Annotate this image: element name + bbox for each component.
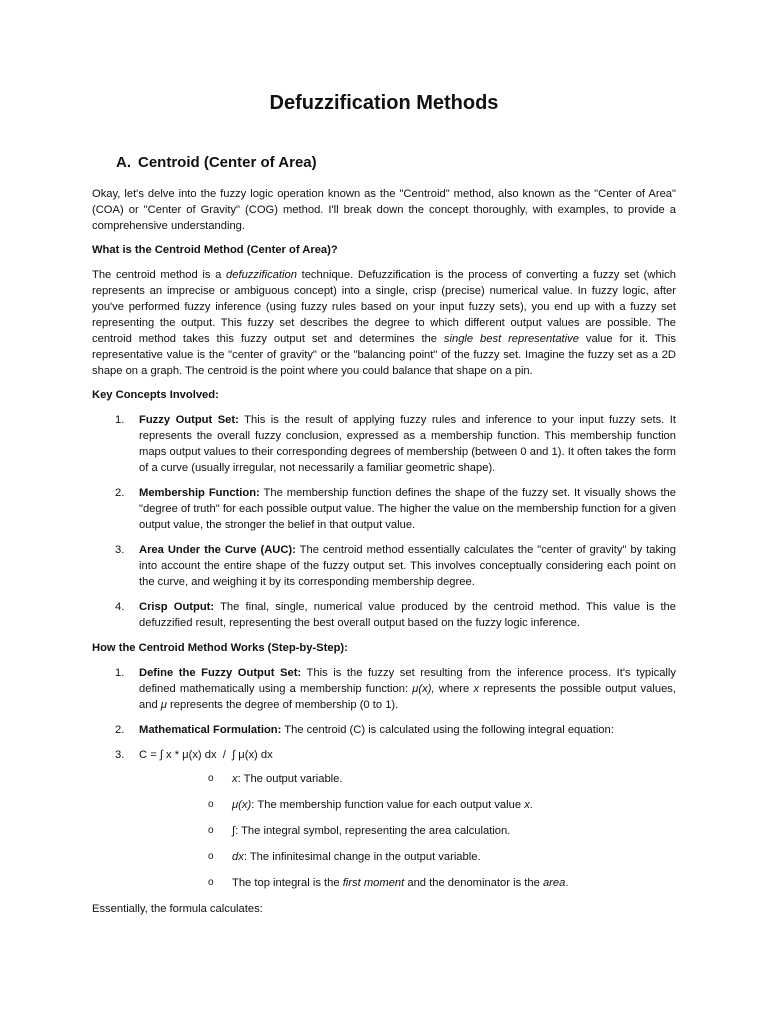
what-emphasis-2: single best representative bbox=[443, 333, 579, 345]
list-item bbox=[92, 485, 676, 533]
list-number: 1. bbox=[115, 667, 125, 679]
list-term: Crisp Output: bbox=[139, 601, 215, 613]
list-number: 2. bbox=[115, 487, 125, 499]
bullet-emphasis: first moment bbox=[342, 877, 405, 889]
bullet-marker: o bbox=[208, 851, 214, 862]
intro-paragraph: Okay, let's delve into the fuzzy logic operation known as the "Centroid" method, also known as the "Center of Area" (COA) or "Center of Gravity" (COG) method. I'll break down the concept thoroughly, with examples, to provide a comprehensive understanding. bbox=[92, 188, 676, 232]
bullet-item bbox=[139, 771, 676, 787]
centroid-formula: C = ∫ x * μ(x) dx / ∫ μ(x) dx bbox=[139, 749, 273, 761]
list-number: 3. bbox=[115, 749, 125, 761]
list-emphasis: x bbox=[473, 683, 480, 695]
bullet-emphasis: ∫ bbox=[232, 825, 236, 837]
bullet-emphasis: μ(x) bbox=[232, 799, 252, 811]
bullet-marker: o bbox=[208, 825, 214, 836]
formula-terms-list bbox=[139, 771, 676, 891]
list-item bbox=[92, 722, 676, 738]
bullet-text: : The output variable. bbox=[237, 773, 343, 785]
bullet-item bbox=[139, 849, 676, 865]
list-text: where bbox=[434, 683, 474, 695]
list-text: This is the result of applying fuzzy rules and inference to your input fuzzy sets. It represents the overall fuzzy conclusion, expressed as a membership function. This membership function maps output values to their corresponding degrees of membership (between 0 and 1). It often takes the form of a curve (usually irregular, not necessarily a familiar geometric shape). bbox=[139, 414, 676, 474]
list-emphasis: μ(x), bbox=[412, 683, 435, 695]
list-number: 3. bbox=[115, 544, 125, 556]
section-heading-text: Centroid (Center of Area) bbox=[138, 154, 317, 171]
list-item bbox=[92, 599, 676, 631]
bullet-text: . bbox=[529, 799, 533, 811]
list-emphasis: μ bbox=[160, 699, 167, 711]
what-paragraph bbox=[92, 267, 676, 379]
list-text: represents the degree of membership (0 to 1). bbox=[166, 699, 399, 711]
list-item bbox=[92, 542, 676, 590]
list-term: Define the Fuzzy Output Set: bbox=[139, 667, 302, 679]
closing-paragraph: Essentially, the formula calculates: bbox=[92, 903, 263, 915]
what-heading: What is the Centroid Method (Center of Area)? bbox=[92, 244, 338, 256]
bullet-marker: o bbox=[208, 799, 214, 810]
list-text: The final, single, numerical value produced by the centroid method. This value is the defuzzified result, representing the best overall output based on the fuzzy logic inference. bbox=[139, 601, 676, 629]
list-text: The centroid method essentially calculates the "center of gravity" by taking into account the entire shape of the fuzzy output set. This involves conceptually considering each point on the curve, and weighing it by its corresponding membership degree. bbox=[139, 544, 676, 588]
list-item bbox=[92, 747, 676, 891]
list-number: 1. bbox=[115, 414, 125, 426]
bullet-item bbox=[139, 797, 676, 813]
key-concepts-heading: Key Concepts Involved: bbox=[92, 389, 219, 401]
bullet-text: : The infinitesimal change in the output variable. bbox=[243, 851, 481, 863]
bullet-item bbox=[139, 823, 676, 839]
section-heading bbox=[116, 155, 317, 171]
list-number: 2. bbox=[115, 724, 125, 736]
bullet-emphasis: area bbox=[542, 877, 566, 889]
how-heading: How the Centroid Method Works (Step-by-Step): bbox=[92, 642, 348, 654]
bullet-emphasis: dx bbox=[232, 851, 244, 863]
bullet-emphasis: x bbox=[524, 799, 530, 811]
list-term: Mathematical Formulation: bbox=[139, 724, 282, 736]
what-text-3: value for it. This representative value is the "center of gravity" or the "balancing point" of the fuzzy set. Imagine the fuzzy set as a 2D shape on a graph. The centroid is the point where you could balance that shape on a pin. bbox=[92, 333, 676, 377]
what-text-1: The centroid method is a bbox=[92, 269, 227, 281]
list-text: This is the fuzzy set resulting from the inference process. It's typically defined mathematically using a membership function: bbox=[139, 667, 676, 695]
what-text-2: technique. Defuzzification is the process of converting a fuzzy set (which represents an imprecise or ambiguous concept) into a single, crisp (precise) numerical value. In fuzzy logic, after you've performed fuzzy inference (using fuzzy rules based on your input fuzzy sets), you end up with a fuzzy set representing the output. This fuzzy set describes the degree to which different output values are possible. The centroid method takes this fuzzy output set and determines the bbox=[92, 269, 676, 345]
bullet-text: The top integral is the bbox=[232, 877, 343, 889]
section-letter: A. bbox=[116, 154, 131, 171]
list-text: The membership function defines the shape of the fuzzy set. It visually shows the "degree of truth" for each possible output value. The higher the value on the membership function for a given output value, the stronger the belief in that output value. bbox=[139, 487, 676, 531]
bullet-marker: o bbox=[208, 877, 214, 888]
list-term: Fuzzy Output Set: bbox=[139, 414, 239, 426]
bullet-item bbox=[139, 875, 676, 891]
steps-list bbox=[92, 665, 676, 891]
bullet-text: : The membership function value for each output value bbox=[251, 799, 525, 811]
list-item bbox=[92, 665, 676, 713]
list-term: Membership Function: bbox=[139, 487, 260, 499]
list-text: The centroid (C) is calculated using the following integral equation: bbox=[281, 724, 614, 736]
page-title: Defuzzification Methods bbox=[269, 92, 499, 114]
list-number: 4. bbox=[115, 601, 125, 613]
bullet-marker: o bbox=[208, 773, 214, 784]
bullet-text: and the denominator is the bbox=[404, 877, 543, 889]
bullet-emphasis: x bbox=[232, 773, 238, 785]
list-item bbox=[92, 412, 676, 476]
bullet-text: : The integral symbol, representing the area calculation. bbox=[235, 825, 511, 837]
list-text: represents the possible output values, and bbox=[139, 683, 676, 711]
key-concepts-list bbox=[92, 412, 676, 631]
list-term: Area Under the Curve (AUC): bbox=[139, 544, 296, 556]
document-body bbox=[92, 186, 676, 925]
what-emphasis-1: defuzzification bbox=[226, 269, 297, 281]
bullet-text: . bbox=[565, 877, 569, 889]
